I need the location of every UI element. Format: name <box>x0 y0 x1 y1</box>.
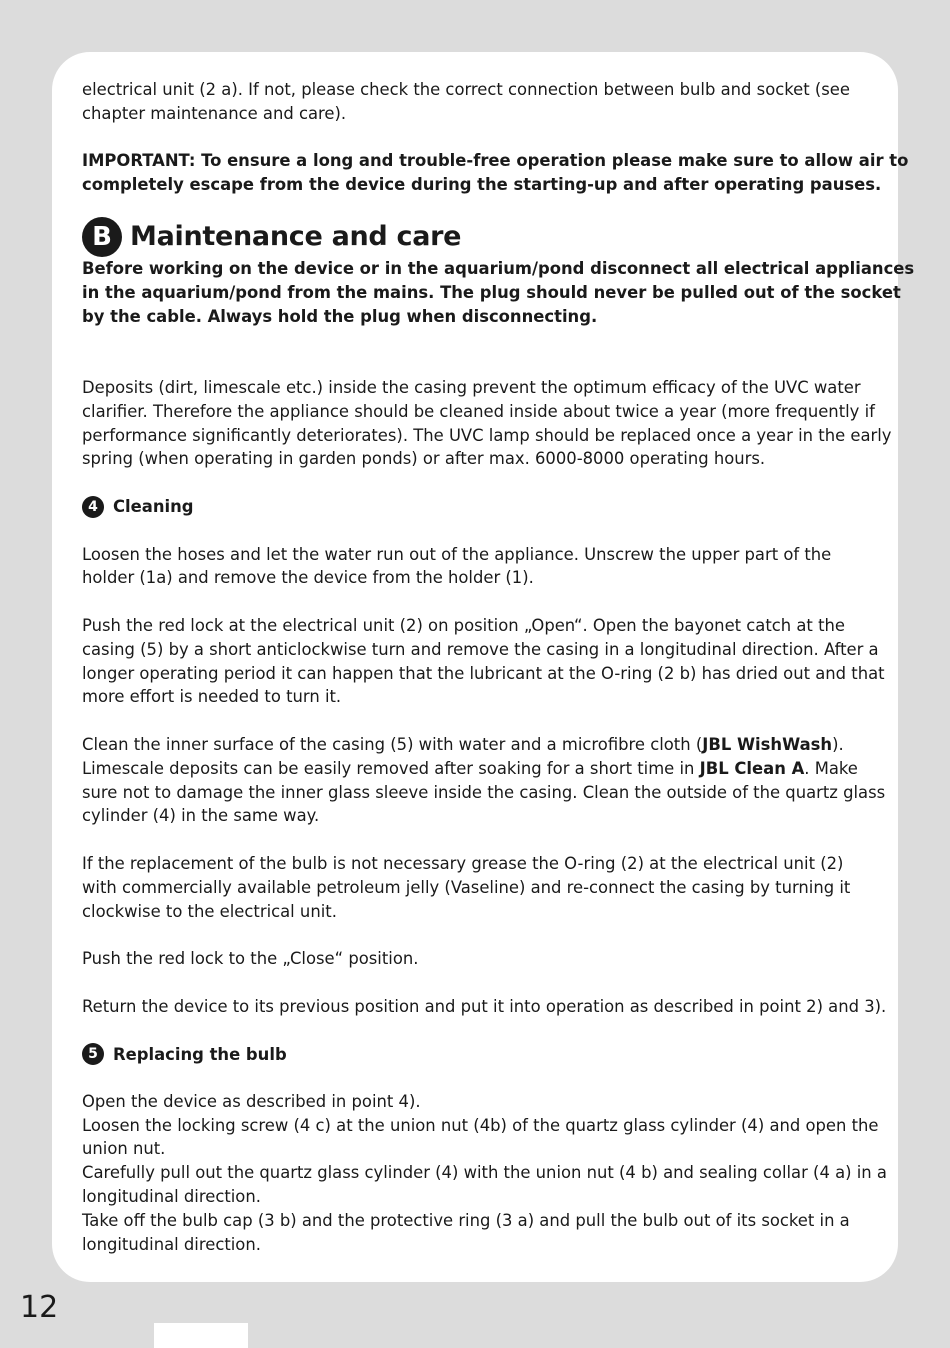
deposits-text: performance significantly deteriorates). The UVC lamp should be replaced once a year in the early <box>82 425 892 445</box>
intro-line: chapter maintenance and care). <box>82 103 347 123</box>
paragraph-line: Take off the bulb cap (3 b) and the protective ring (3 a) and pull the bulb out of its socket in a <box>82 1210 850 1230</box>
paragraph-line: longitudinal direction. <box>82 1234 261 1254</box>
paragraph-line: casing (5) by a short anticlockwise turn and remove the casing in a longitudinal direction. After a <box>82 639 879 659</box>
paragraph-line: union nut. <box>82 1139 166 1159</box>
intro-line: electrical unit (2 a). If not, please check the correct connection between bulb and socket (see <box>82 80 850 99</box>
b-circle-icon: B <box>82 217 122 257</box>
subheading-cleaning <box>82 495 874 519</box>
paragraph-line: Loosen the hoses and let the water run out of the appliance. Unscrew the upper part of the <box>82 544 832 564</box>
paragraph-line: more effort is needed to turn it. <box>82 687 342 707</box>
product-name: JBL WishWash <box>702 734 833 754</box>
paragraph-line: longitudinal direction. <box>82 1187 261 1207</box>
deposits-text: clarifier. Therefore the appliance should be cleaned inside about twice a year (more frequently if <box>82 401 875 421</box>
page-card <box>52 52 915 1282</box>
important-note: completely escape from the device during the starting-up and after operating pauses. <box>82 175 882 195</box>
warning-text: by the cable. Always hold the plug when disconnecting. <box>82 306 598 326</box>
deposits-text: spring (when operating in garden ponds) or after max. 6000-8000 operating hours. <box>82 449 766 469</box>
paragraph-line: cylinder (4) in the same way. <box>82 806 320 826</box>
paragraph-line: Return the device to its previous position and put it into operation as described in point 2) and 3). <box>82 996 887 1016</box>
paragraph-line: Push the red lock at the electrical unit (2) on position „Open“. Open the bayonet catch at the <box>82 615 845 635</box>
paragraph-line: with commercially available petroleum jelly (Vaseline) and re-connect the casing by turning it <box>82 877 851 897</box>
number-4-circle-icon: 4 <box>82 496 104 518</box>
page-content <box>82 78 915 1256</box>
subheading-title: Replacing the bulb <box>113 1044 287 1064</box>
paragraph-line: Carefully pull out the quartz glass cylinder (4) with the union nut (4 b) and sealing collar (4 a) in a <box>82 1163 887 1183</box>
paragraph-line: clockwise to the electrical unit. <box>82 901 337 921</box>
deposits-text: Deposits (dirt, limescale etc.) inside the casing prevent the optimum efficacy of the UVC water <box>82 377 861 397</box>
subheading-replacing <box>82 1042 874 1066</box>
paragraph-line: Limescale deposits can be easily removed after soaking for a short time in JBL Clean A. Make <box>82 758 858 778</box>
paragraph-line: holder (1a) and remove the device from the holder (1). <box>82 568 534 588</box>
page-tab-marker <box>154 1323 248 1348</box>
subheading-title: Cleaning <box>113 497 194 517</box>
warning-text: in the aquarium/pond from the mains. The plug should never be pulled out of the socket <box>82 282 901 302</box>
paragraph-line: Clean the inner surface of the casing (5) with water and a microfibre cloth (JBL WishWash). <box>82 734 844 754</box>
page-number: 12 <box>20 1290 59 1325</box>
paragraph-line: longer operating period it can happen that the lubricant at the O-ring (2 b) has dried out and that <box>82 663 885 683</box>
number-5-circle-icon: 5 <box>82 1043 104 1065</box>
paragraph-line: Loosen the locking screw (4 c) at the union nut (4b) of the quartz glass cylinder (4) and open the <box>82 1115 879 1135</box>
section-title: Maintenance and care <box>130 221 462 253</box>
paragraph-line: Push the red lock to the „Close“ position. <box>82 949 419 969</box>
product-name: JBL Clean A <box>699 758 805 778</box>
warning-text: Before working on the device or in the aquarium/pond disconnect all electrical appliances <box>82 258 915 278</box>
paragraph-line: Open the device as described in point 4). <box>82 1091 421 1111</box>
paragraph-line: sure not to damage the inner glass sleeve inside the casing. Clean the outside of the quartz glass <box>82 782 886 802</box>
paragraph-line: If the replacement of the bulb is not necessary grease the O-ring (2) at the electrical unit (2) <box>82 853 844 873</box>
important-note: IMPORTANT: To ensure a long and trouble-free operation please make sure to allow air to <box>82 151 909 171</box>
section-heading-b <box>82 217 874 257</box>
